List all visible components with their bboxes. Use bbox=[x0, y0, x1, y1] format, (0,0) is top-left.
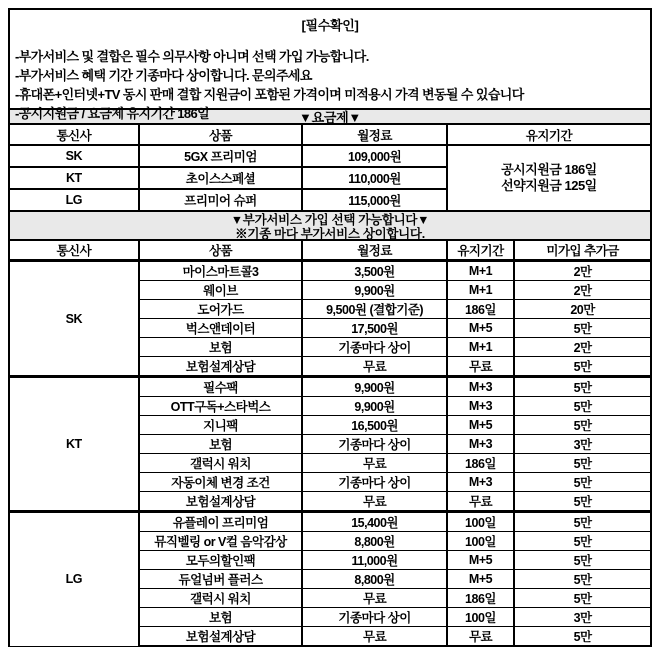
addon-fee-cell: 9,900원 bbox=[302, 397, 446, 416]
addon-fee-cell: 기종마다 상이 bbox=[302, 608, 446, 627]
addon-fee-cell: 8,800원 bbox=[302, 532, 446, 551]
addon-fee-cell: 기종마다 상이 bbox=[302, 435, 446, 454]
addon-extra-cell: 3만 bbox=[514, 435, 651, 454]
addon-extra-cell: 2만 bbox=[514, 261, 651, 281]
plan-carrier-cell: KT bbox=[9, 167, 139, 189]
plan-fee-cell: 109,000원 bbox=[302, 145, 446, 167]
addon-table bbox=[8, 239, 652, 647]
addon-row bbox=[9, 261, 651, 281]
addon-fee-cell: 16,500원 bbox=[302, 416, 446, 435]
addon-product-cell: 보험설계상담 bbox=[139, 357, 303, 377]
addon-extra-cell: 5만 bbox=[514, 492, 651, 512]
addon-fee-cell: 기종마다 상이 bbox=[302, 473, 446, 492]
addon-extra-cell: 5만 bbox=[514, 532, 651, 551]
addon-extra-cell: 20만 bbox=[514, 300, 651, 319]
addon-fee-cell: 무료 bbox=[302, 627, 446, 647]
addon-product-cell: 보험설계상담 bbox=[139, 492, 303, 512]
addon-product-cell: 벅스앤데이터 bbox=[139, 319, 303, 338]
addon-section-banner bbox=[8, 210, 652, 241]
addon-period-cell: 무료 bbox=[447, 492, 514, 512]
addon-period-cell: M+3 bbox=[447, 473, 514, 492]
addon-fee-cell: 3,500원 bbox=[302, 261, 446, 281]
plan-carrier-cell: SK bbox=[9, 145, 139, 167]
addon-product-cell: 마이스마트콜3 bbox=[139, 261, 303, 281]
addon-fee-cell: 15,400원 bbox=[302, 512, 446, 532]
addon-period-cell: M+1 bbox=[447, 281, 514, 300]
addon-period-cell: 186일 bbox=[447, 589, 514, 608]
addon-product-cell: OTT구독+스타벅스 bbox=[139, 397, 303, 416]
addon-banner-line1: ▼부가서비스 가입 선택 가능합니다▼ bbox=[230, 213, 430, 227]
addon-extra-cell: 5만 bbox=[514, 473, 651, 492]
price-sheet bbox=[8, 8, 652, 647]
plan-fee-cell: 110,000원 bbox=[302, 167, 446, 189]
addon-period-cell: M+5 bbox=[447, 551, 514, 570]
addon-product-cell: 유플레이 프리미엄 bbox=[139, 512, 303, 532]
addon-fee-cell: 기종마다 상이 bbox=[302, 338, 446, 357]
addon-extra-cell: 5만 bbox=[514, 377, 651, 397]
addon-product-cell: 웨이브 bbox=[139, 281, 303, 300]
addon-extra-cell: 5만 bbox=[514, 319, 651, 338]
addon-period-cell: 100일 bbox=[447, 608, 514, 627]
notice-line: -공시지원금 / 요금제 유지기간 186일 bbox=[15, 106, 210, 121]
addon-period-cell: M+5 bbox=[447, 570, 514, 589]
addon-extra-cell: 2만 bbox=[514, 338, 651, 357]
addon-product-cell: 보험 bbox=[139, 435, 303, 454]
addon-carrier-cell: LG bbox=[9, 512, 139, 647]
addon-product-cell: 모두의할인팩 bbox=[139, 551, 303, 570]
plan-header-cell: 상품 bbox=[139, 124, 303, 145]
notice-title: [필수확인] bbox=[301, 18, 359, 33]
addon-fee-cell: 무료 bbox=[302, 492, 446, 512]
addon-fee-cell: 9,500원 (결합기준) bbox=[302, 300, 446, 319]
addon-extra-cell: 5만 bbox=[514, 357, 651, 377]
addon-fee-cell: 17,500원 bbox=[302, 319, 446, 338]
addon-extra-cell: 5만 bbox=[514, 551, 651, 570]
addon-product-cell: 뮤직벨링 or V컬 음악감상 bbox=[139, 532, 303, 551]
addon-period-cell: M+5 bbox=[447, 319, 514, 338]
addon-product-cell: 필수팩 bbox=[139, 377, 303, 397]
plan-header-cell: 월정료 bbox=[302, 124, 446, 145]
plan-header-cell: 통신사 bbox=[9, 124, 139, 145]
addon-product-cell: 도어가드 bbox=[139, 300, 303, 319]
addon-period-cell: M+1 bbox=[447, 338, 514, 357]
addon-header-cell: 월정료 bbox=[302, 240, 446, 261]
addon-product-cell: 보험 bbox=[139, 608, 303, 627]
addon-header-row bbox=[9, 240, 651, 261]
addon-product-cell: 보험설계상담 bbox=[139, 627, 303, 647]
addon-extra-cell: 5만 bbox=[514, 589, 651, 608]
plan-product-cell: 5GX 프리미엄 bbox=[139, 145, 303, 167]
plan-header-row bbox=[9, 124, 651, 145]
addon-period-cell: M+3 bbox=[447, 377, 514, 397]
addon-period-cell: M+1 bbox=[447, 261, 514, 281]
addon-product-cell: 갤럭시 워치 bbox=[139, 589, 303, 608]
addon-fee-cell: 무료 bbox=[302, 589, 446, 608]
addon-product-cell: 지니팩 bbox=[139, 416, 303, 435]
plan-fee-cell: 115,000원 bbox=[302, 189, 446, 211]
addon-extra-cell: 5만 bbox=[514, 397, 651, 416]
addon-header-cell: 유지기간 bbox=[447, 240, 514, 261]
addon-fee-cell: 8,800원 bbox=[302, 570, 446, 589]
plan-header-cell: 유지기간 bbox=[447, 124, 651, 145]
addon-period-cell: 무료 bbox=[447, 357, 514, 377]
addon-fee-cell: 9,900원 bbox=[302, 377, 446, 397]
addon-row bbox=[9, 377, 651, 397]
addon-header-cell: 미가입 추가금 bbox=[514, 240, 651, 261]
addon-header-cell: 상품 bbox=[139, 240, 303, 261]
plan-row bbox=[9, 145, 651, 167]
addon-carrier-cell: SK bbox=[9, 261, 139, 377]
addon-extra-cell: 5만 bbox=[514, 416, 651, 435]
addon-period-cell: M+3 bbox=[447, 435, 514, 454]
plan-retention-cell: 공시지원금 186일 선약지원금 125일 bbox=[447, 145, 651, 211]
addon-period-cell: M+3 bbox=[447, 397, 514, 416]
addon-extra-cell: 5만 bbox=[514, 512, 651, 532]
addon-period-cell: 100일 bbox=[447, 512, 514, 532]
addon-fee-cell: 무료 bbox=[302, 357, 446, 377]
plan-product-cell: 초이스스페셜 bbox=[139, 167, 303, 189]
addon-header-cell: 통신사 bbox=[9, 240, 139, 261]
addon-product-cell: 자동이체 변경 조건 bbox=[139, 473, 303, 492]
addon-fee-cell: 무료 bbox=[302, 454, 446, 473]
plan-product-cell: 프리미어 슈퍼 bbox=[139, 189, 303, 211]
addon-product-cell: 보험 bbox=[139, 338, 303, 357]
addon-period-cell: M+5 bbox=[447, 416, 514, 435]
plan-section-banner: ▼요금제▼ bbox=[8, 108, 652, 125]
addon-extra-cell: 5만 bbox=[514, 627, 651, 647]
addon-period-cell: 무료 bbox=[447, 627, 514, 647]
addon-extra-cell: 2만 bbox=[514, 281, 651, 300]
addon-period-cell: 100일 bbox=[447, 532, 514, 551]
plan-table bbox=[8, 123, 652, 212]
addon-fee-cell: 11,000원 bbox=[302, 551, 446, 570]
addon-banner-line2: ※기종 마다 부가서비스 상이합니다. bbox=[235, 227, 425, 241]
addon-extra-cell: 5만 bbox=[514, 570, 651, 589]
addon-fee-cell: 9,900원 bbox=[302, 281, 446, 300]
addon-extra-cell: 5만 bbox=[514, 454, 651, 473]
notice-box bbox=[8, 8, 652, 121]
addon-product-cell: 듀얼넘버 플러스 bbox=[139, 570, 303, 589]
addon-extra-cell: 3만 bbox=[514, 608, 651, 627]
notice-line: -부가서비스 및 결합은 필수 의무사항 아니며 선택 가입 가능합니다. bbox=[15, 49, 369, 64]
addon-period-cell: 186일 bbox=[447, 300, 514, 319]
notice-line: -휴대폰+인터넷+TV 동시 판매 결합 지원금이 포함된 가격이며 미적용시 가격 변동될 수 있습니다 bbox=[15, 87, 524, 102]
addon-carrier-cell: KT bbox=[9, 377, 139, 512]
addon-row bbox=[9, 512, 651, 532]
notice-line: -부가서비스 혜택 기간 기종마다 상이합니다. 문의주세요 bbox=[15, 68, 312, 83]
addon-period-cell: 186일 bbox=[447, 454, 514, 473]
plan-carrier-cell: LG bbox=[9, 189, 139, 211]
addon-product-cell: 갤럭시 워치 bbox=[139, 454, 303, 473]
